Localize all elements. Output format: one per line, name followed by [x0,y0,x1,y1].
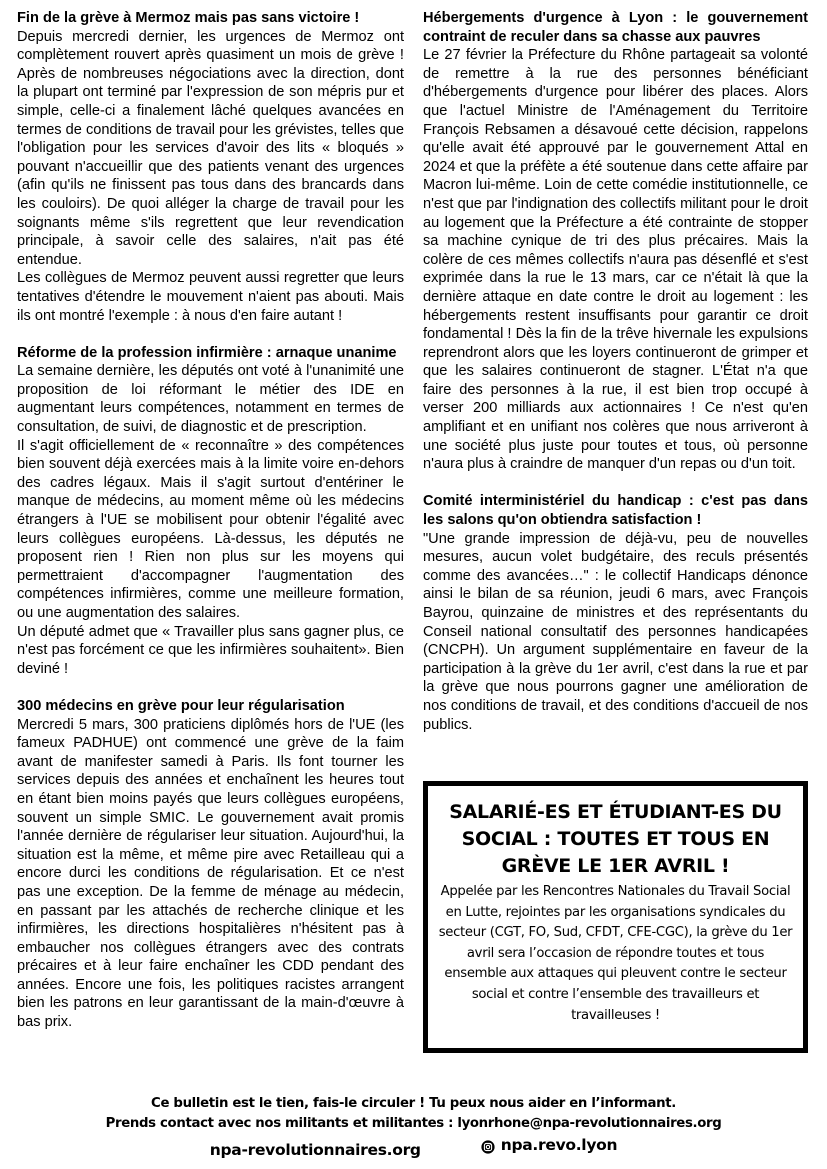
article-paragraph: Les collègues de Mermoz peuvent aussi regretter que leurs tentatives d'étendre le mouvement n'aient pas abouti. Mais ils ont montré l'exemple : à nous d'en faire autant ! [17,270,404,324]
left-column [17,9,404,1050]
article-paragraph: La semaine dernière, les députés ont voté à l'unanimité une proposition de loi réformant le métier des IDE en augmentant leurs compétences, notamment en termes de consultation, de suivi, de diagnostic et de prescription. [17,363,404,436]
article-paragraph: Mercredi 5 mars, 300 praticiens diplômés hors de l'UE (les fameux PADHUE) ont commencé une grève de la faim avant de manifester samedi à Paris. Ils font tourner les services depuis des années et enchaînent les heures tout en étant bien moins payés que leurs collègues européens, souvent un simple SMIC. Le gouvernement avait promis l'année dernière de régulariser leur situation. Aujourd'hui, la situation est la même, et même pire avec Retailleau qui a encore durci les conditions de régularisation. Et ce n'est pas une exception. De la femme de ménage au médecin, en passant par les attachés de recherche clinique et les infirmières, les directions hospitalières n'hésitent pas à embaucher nos collègues étrangers avec des contrats précaires et à leur faire enchaîner les CDD pendant des années. Encore une fois, les politiques racistes arrangent bien les patrons en leur garantissant de la main-d'œuvre à bas prix. [17,716,404,1031]
article-title: Comité interministériel du handicap : c'est pas dans les salons qu'on obtiendra satisfaction ! [423,493,808,529]
instagram-icon [481,1138,495,1152]
article-paragraph: "Une grande impression de déjà-vu, peu de nouvelles mesures, aucun volet budgétaire, des reculs présentés comme des avancées…" : le collectif Handicaps dénonce ainsi le bilan de sa réunion, jeudi 6 mars, avec François Bayrou, quinzaine de ministres et des représentants du Conseil national consultatif des personnes handicapées (CNCPH). Un argument supplémentaire en faveur de la participation à la grève du 1er avril, c'est dans la rue et par la grève que nous pourrons gagner une amélioration de nos conditions de travail, et des conditions d'accueil de nos publics. [423,530,808,733]
article-title: Réforme de la profession infirmière : arnaque unanime [17,344,397,361]
article-paragraph: Il s'agit officiellement de « reconnaître » des compétences bien souvent déjà exercées mais à la limite voire en-dehors des cadres légaux. Mais il s'agit surtout d'entériner le manque de médecins, au moment même où les médecins étrangers à l'UE se mobilisent pour obtenir l'égalité avec leurs collègues européens. Là-dessus, les députés ne proposent rien ! Rien non plus sur les moyens qui permettraient d'accompagner l'augmentation des compétences infirmières, comme une meilleure formation, ou une augmentation des salaires. [17,437,404,621]
footer [0,1094,827,1161]
article-paragraph: Depuis mercredi dernier, les urgences de Mermoz ont complètement rouvert après quasiment un mois de grève ! Après de nombreuses négociations avec la direction, dont la plupart ont terminé par l'expression de son mépris pur et simple, celle-ci a finalement lâché quelques avancées en termes de conditions de travail pour les grévistes, telles que l'obligation pour les services d'avoir des lits « bloqués » pouvant n'accueillir que des patients venant des urgences (afin qu'ils ne finissent pas tous dans des brancards dans les couloirs). De quoi alléger la charge de travail pour les soignants même s'ils regrettent que leur revendication principale, à savoir celle des salaires, n'ait pas été entendue. [17,28,404,268]
strike-callout-box [423,781,808,1053]
footer-links [0,1136,827,1161]
website-link[interactable]: npa-revolutionnaires.org [209,1141,421,1159]
right-column [423,9,808,753]
article-title: Fin de la grève à Mermoz mais pas sans victoire ! [17,10,360,26]
article-mermoz-strike [17,9,404,325]
article-disability-committee [423,492,808,734]
article-emergency-housing [423,9,808,474]
footer-contact-line[interactable]: Prends contact avec nos militants et militantes : lyonrhone@npa-revolutionnaires.org [105,1116,722,1131]
footer-line-1: Ce bulletin est le tien, fais-le circuler ! Tu peux nous aider en l’informant. [151,1096,676,1111]
instagram-handle: npa.revo.lyon [500,1136,618,1154]
article-title: Hébergements d'urgence à Lyon : le gouvernement contraint de reculer dans sa chasse aux pauvres [423,10,808,45]
article-paragraph: Un député admet que « Travailler plus sans gagner plus, ce n'est pas forcément ce que les infirmières souhaitent». Bien deviné ! [17,623,404,677]
callout-title: SALARIÉ-ES ET ÉTUDIANT-ES DU SOCIAL : TOUTES ET TOUS EN GRÈVE LE 1ER AVRIL ! [449,801,782,877]
callout-body: Appelée par les Rencontres Nationales du Travail Social en Lutte, rejointes par les organisations syndicales du secteur (CGT, FO, Sud, CFDT, CFE-CGC), la grève du 1er avril sera l’occasion de répondre toutes et tous ensemble aux attaques qui pleuvent contre le secteur social et contre l’ensemble des travailleurs et travailleuses ! [438,884,793,1023]
article-title: 300 médecins en grève pour leur régularisation [17,697,345,714]
article-paragraph: Le 27 février la Préfecture du Rhône partageait sa volonté de remettre à la rue des personnes bénéficiant d'hébergements d'urgence pour libérer des places. Alors que l'actuel Ministre de l'Aménagement du Territoire François Rebsamen a désavoué cette décision, rappelons qu'elle avait été approuvé par le gouvernement Attal en 2024 et que la préfète a été soutenue dans cette affaire par Macron lui-même. Loin de cette comédie institutionnelle, ce n'est que par l'indignation des collectifs militant pour le droit au logement que la Préfecture a été contrainte de stopper sa machine cynique de tri des plus précaires. Mais la colère de ces mêmes collectifs n'aura pas désenflé et s'est exprimée dans la rue le 13 mars, car ce n'était là que la dernière attaque en date contre le droit au logement : les hébergements restent insuffisants pour garantir ce droit fondamental ! Dès la fin de la trêve hivernale les expulsions reprendront alors que les loyers continueront de grimper et que les salaires continueront de stagner. L'État n'a que faire des personnes à la rue, il est bien trop occupé à verser 200 milliards aux actionnaires ! Ce n'est qu'en amplifiant et en unifiant nos colères que nous arriveront à une société plus juste pour toutes et tous, où personne n'aura plus à craindre de manquer d'un repas ou d'un toit. [423,47,808,473]
article-nursing-reform [17,344,404,679]
instagram-link[interactable] [481,1134,617,1156]
article-doctors-strike [17,697,404,1032]
